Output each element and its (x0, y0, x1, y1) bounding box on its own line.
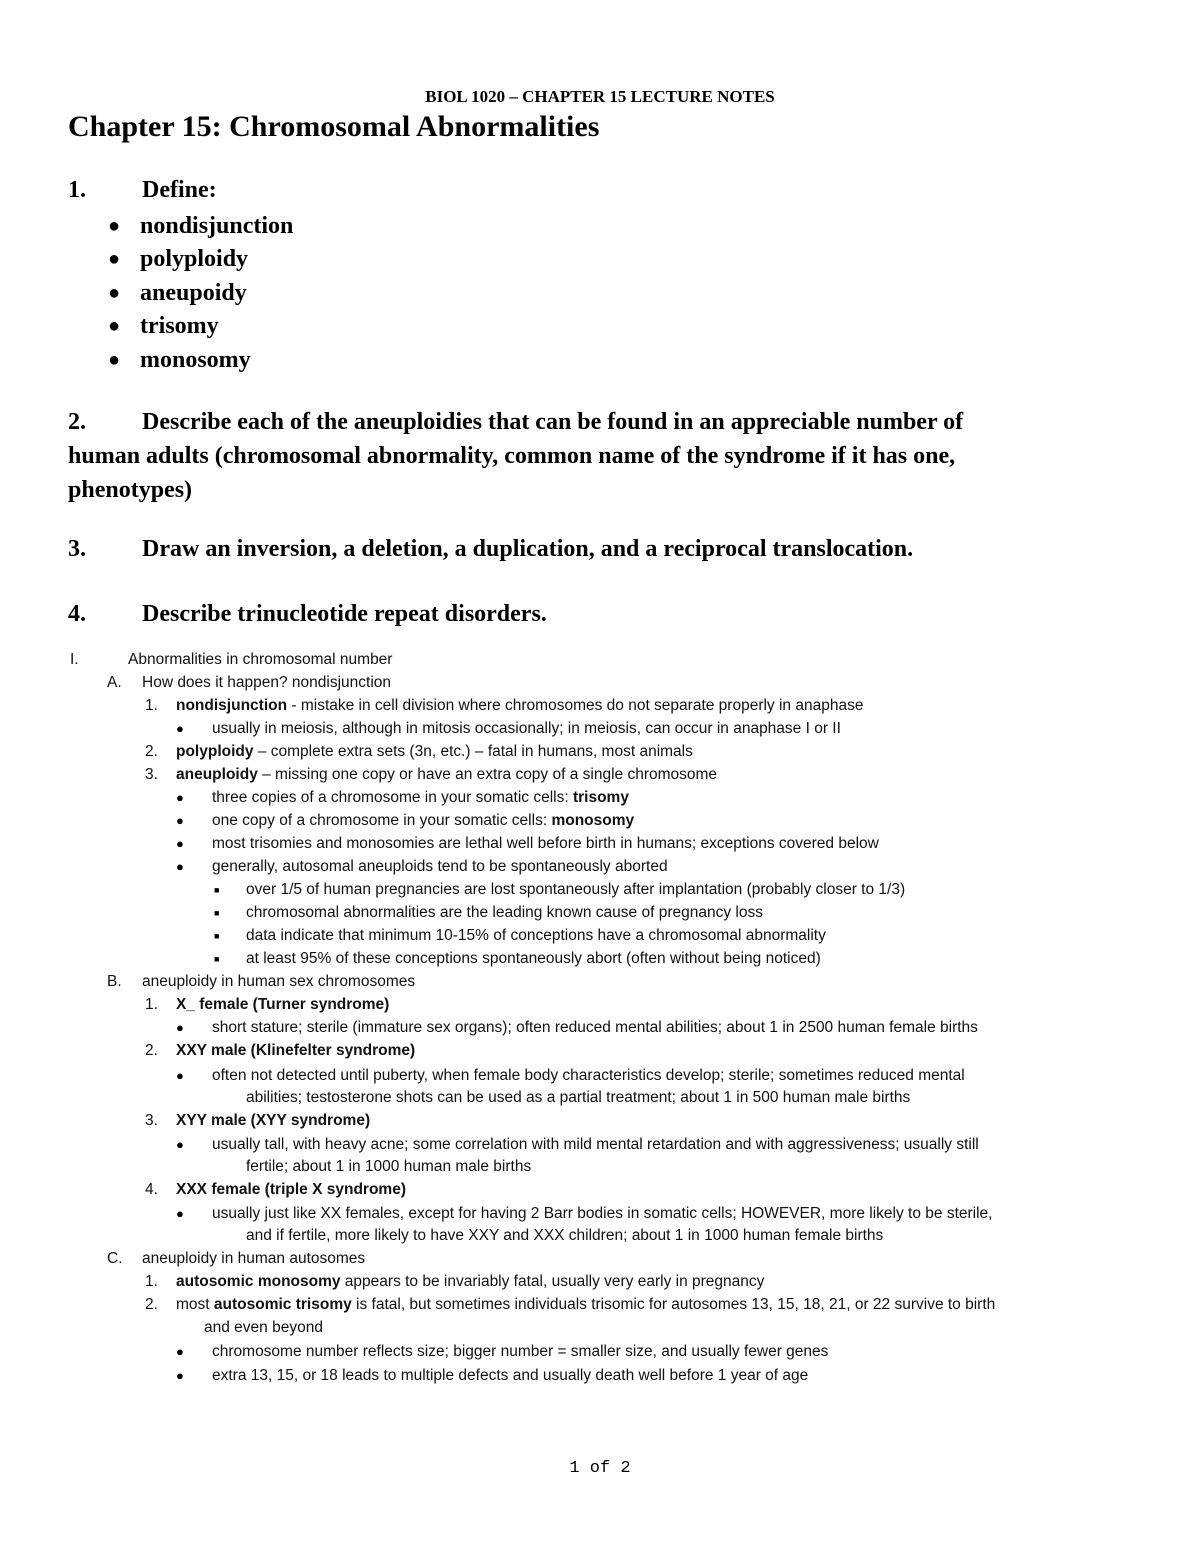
outline-bullet: usually just like XX females, except for having 2 Barr bodies in somatic cells; HOWEVER, more likely to be sterile, (212, 1205, 993, 1222)
page-title: Chapter 15: Chromosomal Abnormalities (68, 110, 600, 143)
bullet-icon: ● (176, 813, 184, 828)
bullet-icon: ● (176, 1020, 184, 1035)
outline-bullet-cont: and if fertile, more likely to have XXY and XXX children; about 1 in 1000 human female births (246, 1227, 884, 1244)
outline-bullet-cont: abilities; testosterone shots can be used as a partial treatment; about 1 in 500 human male births (246, 1089, 911, 1106)
outline-bullet: one copy of a chromosome in your somatic cells: monosomy (212, 812, 635, 829)
outline-item: XXY male (Klinefelter syndrome) (176, 1042, 416, 1059)
square-bullet-icon: ■ (214, 931, 220, 941)
bullet-icon: ● (108, 349, 121, 371)
outline-marker: I. (70, 651, 79, 668)
bullet-icon: ● (176, 1344, 184, 1359)
page-number: 1 of 2 (569, 1459, 631, 1478)
bullet-icon: ● (176, 1068, 184, 1083)
bullet-icon: ● (176, 790, 184, 805)
outline-item: How does it happen? nondisjunction (142, 674, 392, 691)
outline-bullet: three copies of a chromosome in your somatic cells: trisomy (212, 789, 629, 806)
square-bullet-icon: ■ (214, 885, 220, 895)
bullet-icon: ● (176, 1368, 184, 1383)
outline-bullet: extra 13, 15, or 18 leads to multiple defects and usually death well before 1 year of age (212, 1367, 809, 1384)
square-bullet-icon: ■ (214, 954, 220, 964)
bullet-icon: ● (108, 215, 121, 237)
bullet-icon: ● (108, 248, 121, 270)
outline-marker: 2. (145, 1296, 158, 1313)
outline-marker: 4. (145, 1181, 158, 1198)
outline-marker: 1. (145, 1273, 158, 1290)
outline-item: XYY male (XYY syndrome) (176, 1112, 371, 1129)
square-bullet-icon: ■ (214, 908, 220, 918)
bullet-icon: ● (108, 282, 121, 304)
outline-bullet: generally, autosomal aneuploids tend to be spontaneously aborted (212, 858, 668, 875)
outline-item: nondisjunction - mistake in cell division where chromosomes do not separate properly in anaphase (176, 697, 864, 714)
question-number: 2. (68, 409, 86, 435)
outline-item: polyploidy – complete extra sets (3n, etc.) – fatal in humans, most animals (176, 743, 693, 760)
question-number: 3. (68, 536, 86, 562)
outline-bullet: usually tall, with heavy acne; some correlation with mild mental retardation and with aggressiveness; usually still (212, 1136, 979, 1153)
outline-marker: 2. (145, 1042, 158, 1059)
outline-subbullet: at least 95% of these conceptions spontaneously abort (often without being noticed) (246, 950, 821, 967)
outline-marker: 3. (145, 1112, 158, 1129)
question-text: Describe each of the aneuploidies that can be found in an appreciable number of (142, 409, 964, 435)
document-header: BIOL 1020 – CHAPTER 15 LECTURE NOTES (425, 87, 775, 106)
outline-marker: 1. (145, 996, 158, 1013)
outline-bullet: most trisomies and monosomies are lethal well before birth in humans; exceptions covered below (212, 835, 879, 852)
question-text-cont: human adults (chromosomal abnormality, common name of the syndrome if it has one, (68, 443, 956, 469)
bullet-icon: ● (108, 315, 121, 337)
outline-item: XXX female (triple X syndrome) (176, 1181, 406, 1198)
question-2 (68, 405, 1138, 507)
outline-bullet-cont: fertile; about 1 in 1000 human male births (246, 1158, 532, 1175)
question-text: Define: (142, 177, 217, 203)
bullet-icon: ● (176, 721, 184, 736)
question-number: 4. (68, 601, 86, 627)
outline-marker: 2. (145, 743, 158, 760)
outline-subbullet: data indicate that minimum 10-15% of conceptions have a chromosomal abnormality (246, 927, 826, 944)
outline-marker: A. (107, 674, 122, 691)
outline-bullet: usually in meiosis, although in mitosis occasionally; in meiosis, can occur in anaphase I or II (212, 720, 841, 737)
outline-item: aneuploidy – missing one copy or have an extra copy of a single chromosome (176, 766, 718, 783)
outline-item: aneuploidy in human autosomes (142, 1250, 366, 1267)
outline-heading: Abnormalities in chromosomal number (128, 651, 393, 668)
outline-item: autosomic monosomy appears to be invariably fatal, usually very early in pregnancy (176, 1273, 765, 1290)
outline-subbullet: chromosomal abnormalities are the leading known cause of pregnancy loss (246, 904, 763, 921)
bullet-icon: ● (176, 836, 184, 851)
bullet-icon: ● (176, 859, 184, 874)
outline-subbullet: over 1/5 of human pregnancies are lost spontaneously after implantation (probably closer to 1/3) (246, 881, 906, 898)
outline-marker: C. (107, 1250, 123, 1267)
outline-marker: B. (107, 973, 122, 990)
question-text: Describe trinucleotide repeat disorders. (142, 601, 547, 627)
bullet-icon: ● (176, 1137, 184, 1152)
outline-marker: 3. (145, 766, 158, 783)
bullet-icon: ● (176, 1206, 184, 1221)
outline-bullet: short stature; sterile (immature sex organs); often reduced mental abilities; about 1 in 2500 human female births (212, 1019, 978, 1036)
question-text: Draw an inversion, a deletion, a duplication, and a reciprocal translocation. (142, 536, 914, 562)
question-text-cont: phenotypes) (68, 477, 193, 503)
outline-bullet: often not detected until puberty, when female body characteristics develop; sterile; sometimes reduced mental (212, 1067, 965, 1084)
outline-bullet: chromosome number reflects size; bigger number = smaller size, and usually fewer genes (212, 1343, 829, 1360)
outline-marker: 1. (145, 697, 158, 714)
outline-item: X_ female (Turner syndrome) (176, 996, 390, 1013)
question-number: 1. (68, 177, 86, 203)
document-page: BIOL 1020 – CHAPTER 15 LECTURE NOTES Chapter 15: Chromosomal Abnormalities 1. Define: ● nondisjunction ● polyploidy ● aneupoidy ● trisomy ● monosomy 2. Describe each of the aneuploidies that can be found in an appreciable number of human adults (chromosomal abnormality, common name of the syndrome if it has one, phenotypes) 3. Draw an inversion, a deletion, a duplication, and a reciprocal translocation. 4. Describe trinucleotide repeat disorders. I. Abnormalities in chromosomal number A. How does it happen? nondisjunction 1. nondisjunction - mistake in cell division where chromosomes do not separate properly in anaphase ● usually in meiosis, although in mitosis occasionally; in meiosis, can occur in anaphase I or II 2. polyploidy – complete extra sets (3n, etc.) – fatal in humans, most animals 3. aneuploidy – missing one copy or have an extra copy of a single chromosome ● three copies of a chromosome in your somatic cells: trisomy ● one copy of a chromosome in your somatic cells: monosomy ● most trisomies and monosomies are lethal well before birth in humans; exceptions covered below ● generally, autosomal aneuploids tend to be spontaneously aborted ■ over 1/5 of human pregnancies are lost spontaneously after implantation (probably closer to 1/3) ■ chromosomal abnormalities are the leading known cause of pregnancy loss ■ data indicate that minimum 10-15% of conceptions have a chromosomal abnormality ■ at least 95% of these conceptions spontaneously abort (often without being noticed) B. aneuploidy in human sex chromosomes 1. X_ female (Turner syndrome) ● short stature; sterile (immature sex organs); often reduced mental abilities; about 1 in 2500 human female births 2. XXY male (Klinefelter syndrome) ● often not detected until puberty, when female body characteristics develop; sterile; sometimes reduced mental abilities; testosterone shots can be used as a partial treatment; about 1 in 500 human male births 3. XYY male (XYY syndrome) ● usually tall, with heavy acne; some correlation with mild mental retardation and with aggressiveness; usually still fertile; about 1 in 1000 human male births 4. XXX female (triple X syndrome) ● usually just like XX females, except for having 2 Barr bodies in somatic cells; HOWEVER, more likely to be sterile, and if fertile, more likely to have XXY and XXX children; about 1 in 1000 human female births C. aneuploidy in human autosomes 1. autosomic monosomy appears to be invariably fatal, usually very early in pregnancy 2. most autosomic trisomy is fatal, but sometimes individuals trisomic for autosomes 13, 15, 18, 21, or 22 survive to birth and even beyond ● chromosome number reflects size; bigger number = smaller size, and usually fewer genes ● extra 13, 15, or 18 leads to multiple defects and usually death well before 1 year of age 1 of 2 (0, 0, 1200, 1553)
outline-item: aneuploidy in human sex chromosomes (142, 973, 416, 990)
outline-item-cont: and even beyond (204, 1319, 323, 1336)
outline-item: most autosomic trisomy is fatal, but sometimes individuals trisomic for autosomes 13, 15, 18, 21, or 22 survive to birth (176, 1296, 996, 1313)
